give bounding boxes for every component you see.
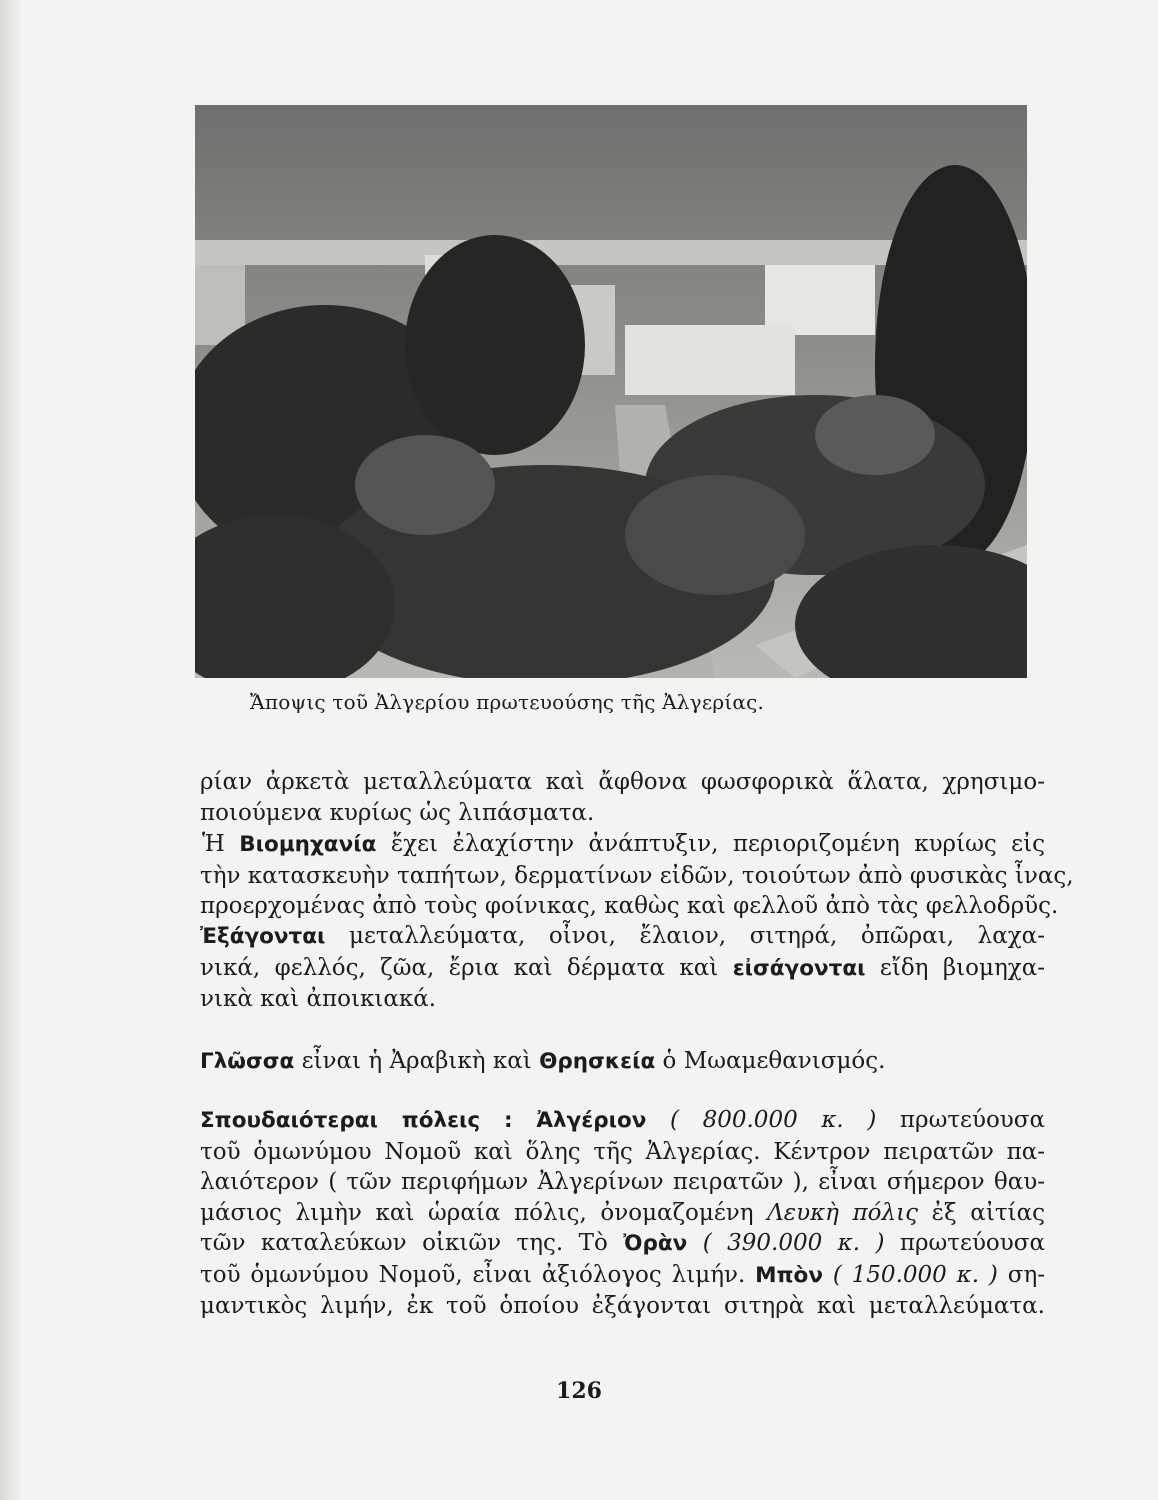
- paragraph-cities: Σπουδαιότεραι πόλεις : Ἀλγέριον ( 800.000 κ. ) πρωτεύουσα τοῦ ὁμωνύμου Νομοῦ καὶ ὅλης τῆς Ἀλγερίας. Κέντρον πειρατῶν πα- λαιότερον ( τῶν περιφήμων Ἀλγερίνων πειρατῶν ), εἶναι σήμερον θαυ- μάσιος λιμὴν καὶ ὡραία πόλις, ὀνομαζομένη Λευκὴ πόλις ἐξ αἰτίας τῶν καταλεύκων οἰκιῶν της. Τὸ Ὀρὰν ( 390.000 κ. ) πρωτεύουσα τοῦ ὁμωνύμου Νομοῦ, εἶναι ἀξιόλογος λιμήν. Μπὸν ( 150.000 κ. ) ση- μαντικὸς λιμήν, ἐκ τοῦ ὁποίου ἐξάγονται σιτηρὰ καὶ μεταλλεύματα.: [200, 1107, 1046, 1319]
- term-religion: Θρησκεία: [539, 1049, 656, 1074]
- algiers-photograph: [195, 105, 1027, 678]
- term-oran: Ὀρὰν: [623, 1231, 688, 1256]
- term-imports: εἰσάγονται: [732, 955, 866, 981]
- page-number: 126: [556, 1378, 602, 1404]
- term-bone: Μπὸν: [755, 1262, 823, 1288]
- term-main-cities: Σπουδαιότεραι πόλεις : Ἀλγέριον: [200, 1108, 647, 1133]
- paragraph-language-religion: Γλῶσσα εἶναι ἡ Ἀραβικὴ καὶ Θρησκεία ὁ Μωαμεθανισμός.: [200, 1048, 886, 1074]
- photo-caption: Ἄποψις τοῦ Ἀλγερίου πρωτευούσης τῆς Ἀλγερίας.: [250, 690, 765, 714]
- term-language: Γλῶσσα: [200, 1049, 295, 1074]
- page-edge-shadow: [0, 0, 22, 1500]
- paragraph-trade: Ἐξάγονται μεταλλεύματα, οἶνοι, ἔλαιον, σιτηρά, ὀπῶραι, λαχα- νικά, φελλός, ζῶα, ἔρια καὶ δέρματα καὶ εἰσάγονται εἴδη βιομηχα- νικὰ καὶ ἀποικιακά.: [200, 923, 1046, 1012]
- paragraph-industry: Ἡ Βιομηχανία ἔχει ἐλαχίστην ἀνάπτυξιν, περιοριζομένη κυρίως εἰς τὴν κατασκευὴν ταπήτων, δερματίνων εἰδῶν, τοιούτων ἀπὸ φυσικὰς ἶνας, προερχομένας ἀπὸ τοὺς φοίνικας, καθὼς καὶ φελλοῦ ἀπὸ τὰς φελλοδρῦς.: [200, 831, 1074, 919]
- term-industry: Βιομηχανία: [239, 832, 377, 857]
- paragraph-soil: ρίαν ἀρκετὰ μεταλλεύματα καὶ ἄφθονα φωσφορικὰ ἅλατα, χρησιμο- ποιούμενα κυρίως ὡς λιπάσματα.: [200, 769, 1045, 826]
- term-exports: Ἐξάγονται: [200, 924, 326, 949]
